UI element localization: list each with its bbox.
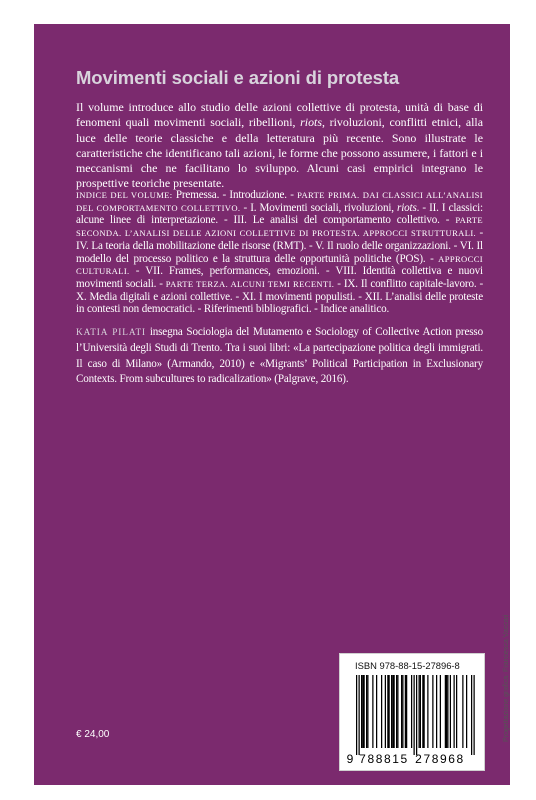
description-text-2: , rivoluzioni, conflitti etnici, alla luce delle teorie classiche e della letteratura più recente. Sono illustrate le caratteristiche che identificano tali azioni, le forme che possono assumere, i fattori e i meccanismi che ne facilitano lo sviluppo. Alcuni casi empirici integrano le prospettive teoriche presentate. [76,115,483,191]
barcode-bar [372,675,373,748]
barcode-left-digits: 788815 [359,752,409,766]
barcode-bar [392,675,393,748]
barcode-bar [364,675,365,748]
toc-part-heading: PARTE TERZA. ALCUNI TEMI RECENTI. [165,278,335,289]
barcode-bar [366,675,367,748]
barcode-bar [362,675,363,748]
description-italic-word: riots [300,115,322,130]
barcode-bar [471,675,472,755]
barcode-bar [406,675,407,748]
toc-part-heading: PARTE SECONDA. L’ANALISI DELLE AZIONI COLLETTIVE DI PROTESTA. APPROCCI STRUTTURALI. [76,215,483,239]
barcode-bar [356,675,357,755]
barcode-bar [456,675,457,748]
barcode-first-digit: 9 [346,752,354,766]
barcode-bar [414,675,415,755]
barcode-bar [394,675,395,748]
barcode-bar [411,675,412,748]
barcode-bar [387,675,388,748]
barcode-bar [424,675,425,748]
barcode-bar [367,675,368,748]
barcode-bar [446,675,447,748]
toc-part-heading: PARTE PRIMA. DAI CLASSICI ALL’ANALISI DEL COMPORTAMENTO COLLETTIVO. [76,190,483,213]
barcode-bar [454,675,455,748]
barcode-bar [396,675,397,748]
barcode-bar [401,675,402,748]
toc-text-2: - I. Movimenti sociali, rivoluzioni, [240,201,398,214]
barcode-bar [385,675,386,748]
barcode-bar [397,675,398,748]
barcode-bar [462,675,463,748]
description-text-1: Il volume introduce allo studio delle azioni collettive di protesta, unità di base di fenomeni quali movimenti sociali, ribellioni, [76,100,483,130]
barcode [346,673,480,767]
barcode-bar [389,675,390,748]
toc-text-4: - IV. La teoria della mobilitazione delle risorse (RMT). - V. Il ruolo delle organizzazioni. - VI. Il modello del processo politico e la struttura delle opportunità politiche (POS). - [76,227,483,265]
barcode-bar [445,675,446,748]
toc-text-5: - VII. Frames, performances, emozioni. - VIII. Identità collettiva e nuovi movimenti sociali. - [76,265,483,290]
barcode-bar [416,675,417,755]
book-description [76,100,483,192]
table-of-contents [76,189,483,316]
barcode-bar [391,675,392,748]
barcode-bar [450,675,451,748]
barcode-bar [359,675,360,755]
book-title: Movimenti sociali e azioni di protesta [76,67,400,88]
barcode-bar [474,675,475,755]
barcode-bar [376,675,377,748]
barcode-bar [361,675,362,748]
author-bio-text: insegna Sociologia del Mutamento e Sociology of Collective Action presso l’Università degli Studi di Trento. Tra i suoi libri: «La partecipazione politica degli immigrati. Il caso di Milano» (Armando, 2010) e «Migrants’ Political Participation in Exclusionary Contexts. From subcultures to radicalization» (Palgrave, 2016). [76,326,483,385]
barcode-panel [339,653,485,771]
barcode-bar [466,675,467,748]
author-name: KATIA PILATI [76,328,147,338]
barcode-bar [381,675,382,748]
barcode-bars [356,675,475,755]
barcode-bar [432,675,433,748]
toc-part-heading: APPROCCI CULTURALI. [76,253,483,277]
barcode-bar [402,675,403,748]
barcode-bar [447,675,448,748]
toc-italic-word: riots [397,201,417,214]
barcode-bar [436,675,437,748]
toc-label: INDICE DEL VOLUME: [76,190,173,200]
barcode-right-digits: 278968 [415,752,465,766]
design-credit: Progettazione grafica: Francesca Vaccari [503,614,510,742]
barcode-bar [422,675,423,748]
barcode-bar [427,675,428,748]
isbn-label: ISBN 978-88-15-27896-8 [355,660,460,671]
toc-text-1: Premessa. - Introduzione. - [172,189,298,201]
barcode-bar [420,675,421,748]
author-bio [76,325,483,387]
barcode-bar [440,675,441,748]
toc-text-6: - IX. Il conflitto capitale-lavoro. - X. Media digitali e azioni collettive. - XI. I movimenti populisti. - XII. L’analisi delle proteste in contesti non democratici. - Riferimenti bibliografici. - Indice analitico. [76,277,484,316]
price-label: € 24,00 [76,729,110,740]
barcode-bar [405,675,406,748]
barcode-bar [419,675,420,748]
toc-text-3: . - II. I classici: alcune linee di interpretazione. - III. Le analisi del comportamento collettivo. - [76,201,483,227]
